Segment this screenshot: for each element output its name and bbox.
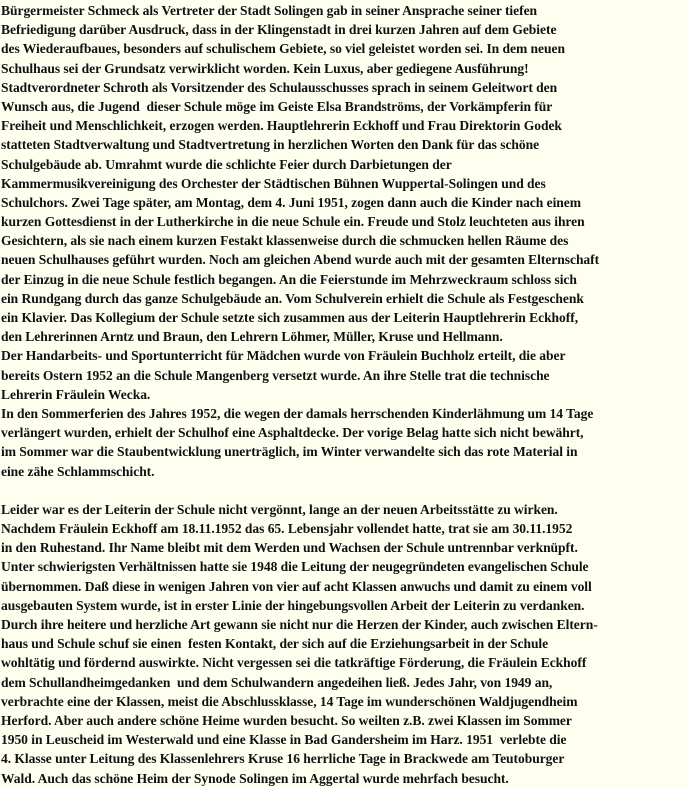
text-line: Lehrerin Fräulein Wecka. [1,386,151,402]
text-line: Befriedigung darüber Ausdruck, dass in der Klingenstadt in drei kurzen Jahren auf dem Gebiete [1,22,557,38]
text-line: des Wiederaufbaues, besonders auf schulischem Gebiete, so viel geleistet worden sei. In dem neuen [1,41,565,57]
text-line: im Sommer war die Staubentwicklung unerträglich, im Winter verwandelte sich das rote Material in [1,444,578,460]
text-line: Nachdem Fräulein Eckhoff am 18.11.1952 das 65. Lebensjahr vollendet hatte, trat sie am 30.11.1952 [1,521,573,537]
text-line: Schulgebäude ab. Umrahmt wurde die schlichte Feier durch Darbietungen der [1,156,452,172]
text-line: Gesichtern, als sie nach einem kurzen Festakt klassenweise durch die schmucken hellen Räume des [1,233,569,249]
text-line: verlängert wurden, erhielt der Schulhof eine Asphaltdecke. Der vorige Belag hatte sich nicht bewährt, [1,425,584,441]
text-line: eine zähe Schlammschicht. [1,463,155,479]
text-line: ein Rundgang durch das ganze Schulgebäude an. Vom Schulverein erhielt die Schule als Festgeschenk [1,290,584,306]
paragraph-spacer [1,481,687,500]
text-line: Wunsch aus, die Jugend dieser Schule möge im Geiste Elsa Brandströms, der Vorkämpferin für [1,98,553,114]
text-line: Durch ihre heitere und herzliche Art gewann sie nicht nur die Herzen der Kinder, auch zwischen Eltern- [1,617,598,632]
text-line: statteten Stadtverwaltung und Stadtvertretung in herzlichen Worten den Dank für das schöne [1,137,540,153]
text-line: Der Handarbeits- und Sportunterricht für Mädchen wurde von Fräulein Buchholz erteilt, die aber [1,348,566,364]
text-line: wohltätig und fördernd auswirkte. Nicht vergessen sei die tatkräftige Förderung, die Fräulein Eckhoff [1,655,587,671]
paragraph-opening-ceremony [1,1,687,481]
text-line: neuen Schulhauses geführt wurden. Noch am gleichen Abend wurde auch mit der gesamten Elternschaft [1,252,600,268]
text-line: Kammermusikvereinigung des Orchester der Städtischen Bühnen Wuppertal-Solingen und des [1,175,546,191]
text-line: Leider war es der Leiterin der Schule nicht vergönnt, lange an der neuen Arbeitsstätte zu wirken. [1,501,558,517]
text-line: Bürgermeister Schmeck als Vertreter der Stadt Solingen gab in seiner Ansprache seiner tiefen [1,3,538,18]
text-line: Unter schwierigsten Verhältnissen hatte sie 1948 die Leitung der neugegründeten evangelischen Schule [1,559,589,575]
text-line: übernommen. Daß diese in wenigen Jahren von vier auf acht Klassen anwuchs und damit zu einem voll [1,578,592,594]
text-line: verbrachte eine der Klassen, meist die Abschlussklasse, 14 Tage im wunderschönen Waldjugendheim [1,693,578,709]
text-line: In den Sommerferien des Jahres 1952, die wegen der damals herrschenden Kinderlähmung um 14 Tage [1,405,594,421]
text-line: der Einzug in die neue Schule festlich begangen. An die Feierstunde im Mehrzweckraum schloss sich [1,271,577,287]
text-line: 4. Klasse unter Leitung des Klassenlehrers Kruse 16 herrliche Tage in Brackwede am Teutoburger [1,751,565,767]
text-line: in den Ruhestand. Ihr Name bleibt mit dem Werden und Wachsen der Schule untrennbar verknüpft. [1,540,578,556]
text-line: Stadtverordneter Schroth als Vorsitzender des Schulausschusses sprach in seinem Geleitwort den [1,79,558,95]
text-line: Schulchors. Zwei Tage später, am Montag, dem 4. Juni 1951, zogen dann auch die Kinder nach einem [1,194,581,210]
text-line: 1950 in Leuscheid im Westerwald und eine Klasse in Bad Gandersheim im Harz. 1951 verlebte die [1,732,567,748]
text-line: den Lehrerinnen Arntz und Braun, den Lehrern Löhmer, Müller, Kruse und Hellmann. [1,329,503,345]
text-line: dem Schullandheimgedanken und dem Schulwandern angedeihen ließ. Jedes Jahr, von 1949 an, [1,674,553,690]
text-line: kurzen Gottesdienst in der Lutherkirche in die neue Schule ein. Freude und Stolz leuchteten aus ihren [1,214,585,230]
paragraph-eckhoff-retirement [1,500,687,788]
text-line: bereits Ostern 1952 an die Schule Mangenberg versetzt wurde. An ihre Stelle trat die technische [1,367,550,383]
text-line: Herford. Aber auch andere schöne Heime wurden besucht. So weilten z.B. zwei Klassen im Sommer [1,712,572,728]
text-line: Wald. Auch das schöne Heim der Synode Solingen im Aggertal wurde mehrfach besucht. [1,770,509,786]
text-line: Freiheit und Menschlichkeit, erzogen werden. Hauptlehrerin Eckhoff und Frau Direktorin Godek [1,118,562,134]
text-line: Schulhaus sei der Grundsatz verwirklicht worden. Kein Luxus, aber gediegene Ausführung! [1,60,529,76]
text-line: ausgebauten System wurde, ist in erster Linie der hingebungsvollen Arbeit der Leiterin zu verdanken. [1,597,585,613]
text-line: ein Klavier. Das Kollegium der Schule setzte sich zusammen aus der Leiterin Hauptlehrerin Eckhoff, [1,310,579,325]
text-line: haus und Schule schuf sie einen festen Kontakt, der sich auf die Erziehungsarbeit in der Schule [1,636,549,652]
